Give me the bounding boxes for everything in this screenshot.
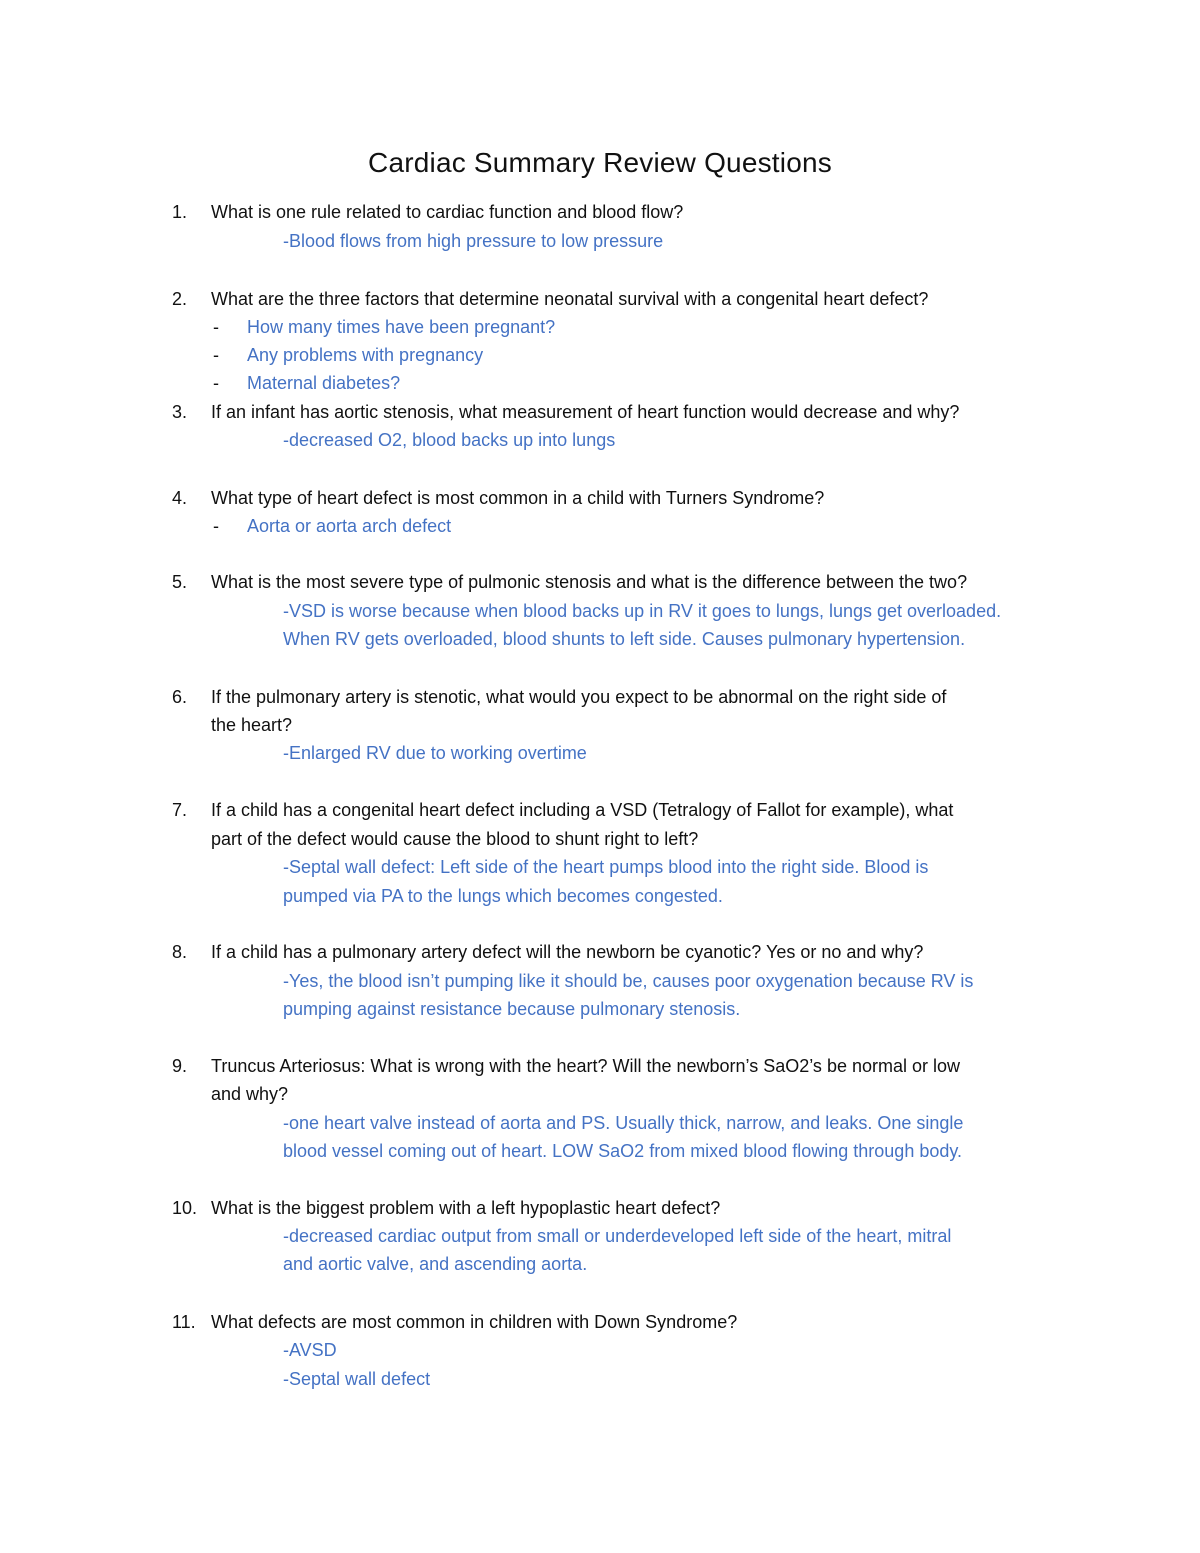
answer-text: pumped via PA to the lungs which becomes congested. bbox=[283, 886, 723, 906]
answer-text: -Blood flows from high pressure to low pressure bbox=[283, 231, 664, 251]
answer-text: -Enlarged RV due to working overtime bbox=[283, 743, 587, 763]
question-number: 9. bbox=[172, 1056, 188, 1076]
question-text: If the pulmonary artery is stenotic, what would you expect to be abnormal on the right side of bbox=[211, 687, 947, 707]
question-text: What type of heart defect is most common in a child with Turners Syndrome? bbox=[211, 488, 825, 508]
question-number: 5. bbox=[172, 572, 188, 592]
question-text: If a child has a pulmonary artery defect will the newborn be cyanotic? Yes or no and why? bbox=[211, 942, 924, 962]
bullet-answer-text: How many times have been pregnant? bbox=[247, 317, 556, 337]
question-text: What is one rule related to cardiac function and blood flow? bbox=[211, 202, 684, 222]
question-text: What is the most severe type of pulmonic stenosis and what is the difference between the two? bbox=[211, 572, 968, 592]
bullet-dash: - bbox=[213, 516, 219, 536]
bullet-dash: - bbox=[213, 317, 219, 337]
question-number: 6. bbox=[172, 687, 188, 707]
bullet-dash: - bbox=[213, 345, 219, 365]
bullet-answer-text: Maternal diabetes? bbox=[247, 373, 401, 393]
question-text: the heart? bbox=[211, 715, 293, 735]
question-number: 10. bbox=[172, 1198, 198, 1218]
bullet-answer-text: Any problems with pregnancy bbox=[247, 345, 484, 365]
question-number: 3. bbox=[172, 402, 188, 422]
question-text: What defects are most common in children with Down Syndrome? bbox=[211, 1312, 738, 1332]
bullet-dash: - bbox=[213, 373, 219, 393]
answer-text: When RV gets overloaded, blood shunts to left side. Causes pulmonary hypertension. bbox=[283, 629, 966, 649]
answer-text: blood vessel coming out of heart. LOW SaO2 from mixed blood flowing through body. bbox=[283, 1141, 963, 1161]
question-number: 2. bbox=[172, 289, 188, 309]
page-title: Cardiac Summary Review Questions bbox=[368, 147, 832, 178]
answer-text: -decreased cardiac output from small or underdeveloped left side of the heart, mitral bbox=[283, 1226, 952, 1246]
question-number: 7. bbox=[172, 800, 188, 820]
question-text: What is the biggest problem with a left hypoplastic heart defect? bbox=[211, 1198, 721, 1218]
answer-text: -Septal wall defect bbox=[283, 1369, 431, 1389]
question-number: 11. bbox=[172, 1312, 196, 1332]
answer-text: -AVSD bbox=[283, 1340, 337, 1360]
question-text: part of the defect would cause the blood to shunt right to left? bbox=[211, 829, 699, 849]
question-number: 4. bbox=[172, 488, 188, 508]
answer-text: -VSD is worse because when blood backs up in RV it goes to lungs, lungs get overloaded. bbox=[283, 601, 1002, 621]
question-text: Truncus Arteriosus: What is wrong with the heart? Will the newborn’s SaO2’s be normal or low bbox=[211, 1056, 960, 1076]
bullet-answer-text: Aorta or aorta arch defect bbox=[247, 516, 452, 536]
answer-text: -one heart valve instead of aorta and PS. Usually thick, narrow, and leaks. One single bbox=[283, 1113, 964, 1133]
answer-text: pumping against resistance because pulmonary stenosis. bbox=[283, 999, 741, 1019]
answer-text: -Septal wall defect: Left side of the heart pumps blood into the right side. Blood is bbox=[283, 857, 929, 877]
question-text: and why? bbox=[211, 1084, 289, 1104]
question-text: If a child has a congenital heart defect including a VSD (Tetralogy of Fallot for example), what bbox=[211, 800, 954, 820]
question-number: 8. bbox=[172, 942, 188, 962]
question-number: 1. bbox=[172, 202, 188, 222]
answer-text: -decreased O2, blood backs up into lungs bbox=[283, 430, 616, 450]
answer-text: and aortic valve, and ascending aorta. bbox=[283, 1254, 588, 1274]
question-text: If an infant has aortic stenosis, what measurement of heart function would decrease and why? bbox=[211, 402, 960, 422]
answer-text: -Yes, the blood isn’t pumping like it should be, causes poor oxygenation because RV is bbox=[283, 971, 974, 991]
question-text: What are the three factors that determine neonatal survival with a congenital heart defect? bbox=[211, 289, 929, 309]
